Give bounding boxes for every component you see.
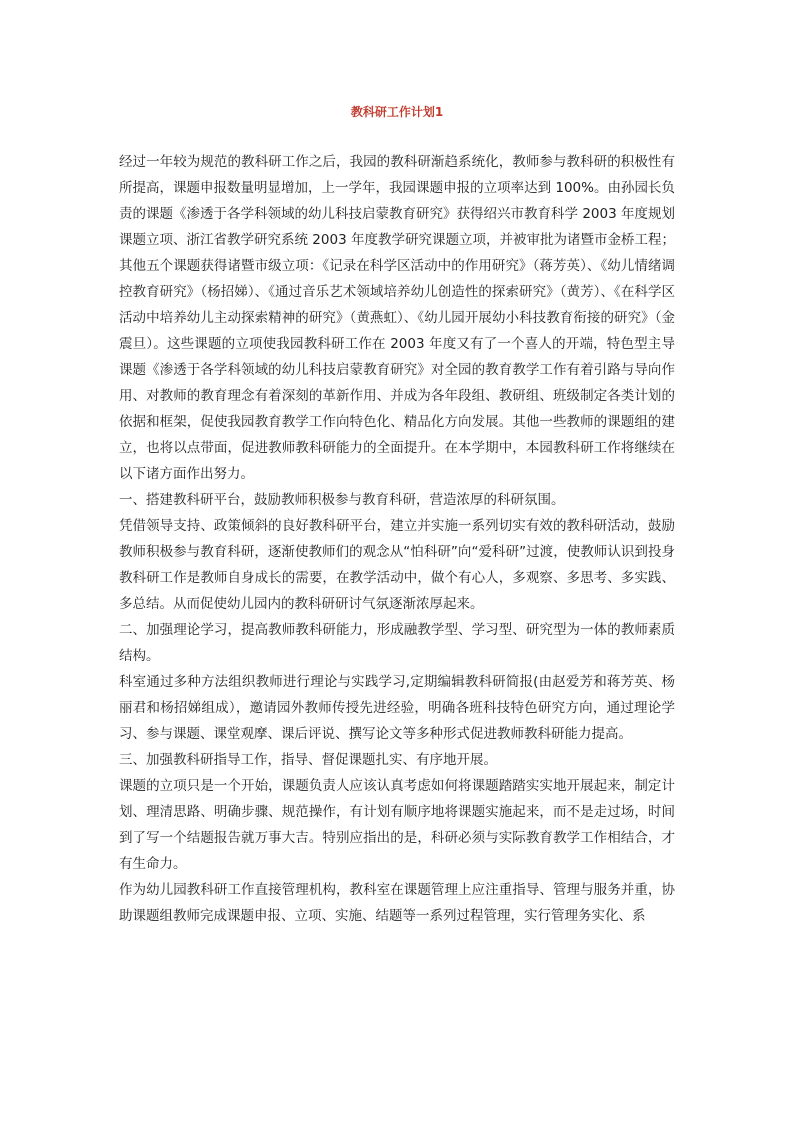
paragraph-section-3b: 作为幼儿园教科研工作直接管理机构，教科室在课题管理上应注重指导、管理与服务并重，协助课题组教师完成课题申报、立项、实施、结题等一系列过程管理，实行管理务实化、系	[119, 882, 675, 924]
paragraph-intro: 经过一年较为规范的教科研工作之后，我园的教科研渐趋系统化，教师参与教科研的积极性有所提高，课题申报数量明显增加，上一学年，我园课题申报的立项率达到 100%。由孙园长负责的课题《渗透于各学科领域的幼儿科技启蒙教育研究》获得绍兴市教育科学 2003 年度规划课题立项、浙江省教学研究系统 2003 年度教学研究课题立项，并被审批为诸暨市金桥工程；其他五个课题获得诸暨市级立项：《记录在科学区活动中的作用研究》（蒋芳英）、《幼儿情绪调控教育研究》（杨招娣）、《通过音乐艺术领域培养幼儿创造性的探索研究》（黄芳）、《在科学区活动中培养幼儿主动探索精神的研究》（黄燕虹）、《幼儿园开展幼小科技教育衔接的研究》（金震旦）。这些课题的立项使我园教科研工作在 2003 年度又有了一个喜人的开端，特色型主导课题《渗透于各学科领域的幼儿科技启蒙教育研究》对全园的教育教学工作有着引路与导向作用、对教师的教育理念有着深刻的革新作用、并成为各年段组、教研组、班级制定各类计划的依据和框架，促使我园教育教学工作向特色化、精品化方向发展。其他一些教师的课题组的建立，也将以点带面，促进教师教科研能力的全面提升。在本学期中，本园教科研工作将继续在以下诸方面作出努力。	[119, 154, 675, 482]
section-heading-3: 三、加强教科研指导工作，指导、督促课题扎实、有序地开展。	[119, 752, 497, 768]
paragraph-section-1: 凭借领导支持、政策倾斜的良好教科研平台，建立并实施一系列切实有效的教科研活动，鼓励教师积极参与教育科研，逐渐使教师们的观念从“怕科研”向“爱科研”过渡，使教师认识到投身教科研工作是教师自身成长的需要，在教学活动中，做个有心人，多观察、多思考、多实践、多总结。从而促使幼儿园内的教科研研讨气氛逐渐浓厚起来。	[119, 518, 675, 612]
section-heading-1: 一、搭建教科研平台，鼓励教师积极参与教育科研，营造浓厚的科研氛围。	[119, 492, 565, 508]
document-title: 教科研工作计划1	[350, 105, 444, 119]
section-heading-2: 二、加强理论学习，提高教师教科研能力，形成融教学型、学习型、研究型为一体的教师素质结构。	[119, 622, 675, 664]
paragraph-section-3a: 课题的立项只是一个开始，课题负责人应该认真考虑如何将课题踏踏实实地开展起来，制定计划、理清思路、明确步骤、规范操作，有计划有顺序地将课题实施起来，而不是走过场，时间到了写一个结题报告就万事大吉。特别应指出的是，科研必须与实际教育教学工作相结合，才有生命力。	[119, 778, 675, 872]
document-body	[119, 149, 675, 929]
paragraph-section-2: 科室通过多种方法组织教师进行理论与实践学习,定期编辑教科研简报(由赵爱芳和蒋芳英、杨丽君和杨招娣组成），邀请园外教师传授先进经验，明确各班科技特色研究方向，通过理论学习、参与课题、课堂观摩、课后评说、撰写论文等多种形式促进教师教科研能力提高。	[119, 674, 675, 742]
